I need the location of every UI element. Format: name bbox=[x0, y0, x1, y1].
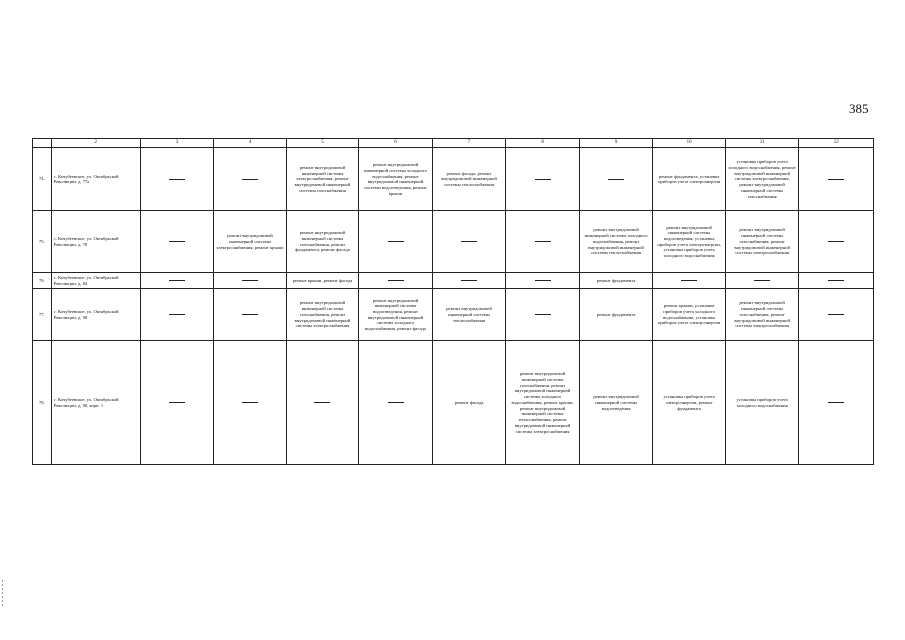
dash-line bbox=[242, 314, 258, 315]
empty-cell-dash bbox=[506, 273, 580, 289]
works-cell: ремонт фасада bbox=[432, 341, 506, 465]
column-header: 12 bbox=[799, 139, 874, 148]
dash-line bbox=[169, 280, 185, 281]
empty-cell-dash bbox=[799, 273, 874, 289]
works-cell: ремонт внутридомовой инженерной системы газоснабжения, ремонт фундамента, ремонт фасада bbox=[286, 211, 359, 273]
dash-line bbox=[242, 280, 258, 281]
row-number: 78. bbox=[33, 341, 52, 465]
dash-line bbox=[461, 280, 477, 281]
address-cell: с. Кочубеевское, ул. Октябрьской Революции, д. 90 bbox=[51, 289, 140, 341]
empty-cell-dash bbox=[799, 211, 874, 273]
works-cell: ремонт внутридомовой инженерной системы водоотведения, установка приборов учета электроэнергии, установка приборов учета холодного водоснабжения bbox=[653, 211, 726, 273]
dash-line bbox=[169, 179, 185, 180]
works-cell: установка приборов учета холодного водоснабжения, ремонт внутридомовой инженерной системы электроснабжения, ремонт внутридомовой инженерной системы газоснабжения bbox=[725, 148, 799, 211]
dash-line bbox=[388, 280, 404, 281]
empty-cell-dash bbox=[140, 273, 214, 289]
works-cell: ремонт внутридомовой инженерной системы водоотведения, ремонт внутридомовой инженерной системы холодного водоснабжения, ремонт фасада bbox=[359, 289, 433, 341]
column-header bbox=[33, 139, 52, 148]
empty-cell-dash bbox=[799, 341, 874, 465]
capital-repair-table bbox=[32, 138, 874, 465]
works-cell: ремонт внутридомовой инженерной системы газоснабжения, ремонт внутридомовой инженерной системы электроснабжения bbox=[725, 289, 799, 341]
column-header: 5 bbox=[286, 139, 359, 148]
table-row bbox=[33, 148, 874, 211]
dash-line bbox=[535, 179, 551, 180]
address-cell: с. Кочубеевское, ул. Октябрьской Революции, д. 77а bbox=[51, 148, 140, 211]
dash-line bbox=[828, 280, 844, 281]
dash-line bbox=[535, 314, 551, 315]
works-cell: ремонт внутридомовой инженерной системы газоснабжения, ремонт внутридомовой инженерной системы электроснабжения bbox=[286, 289, 359, 341]
works-cell: ремонт фасада, ремонт внутридомовой инженерной системы теплоснабжения bbox=[432, 148, 506, 211]
empty-cell-dash bbox=[140, 148, 214, 211]
column-header: 8 bbox=[506, 139, 580, 148]
empty-cell-dash bbox=[432, 273, 506, 289]
works-cell: ремонт фундамента bbox=[579, 273, 653, 289]
row-number: 77. bbox=[33, 289, 52, 341]
works-cell: ремонт внутридомовой инженерной системы холодного водоснабжения, ремонт внутридомовой инженерной системы водоотведения, ремонт крыши bbox=[359, 148, 433, 211]
page-number: 385 bbox=[849, 101, 869, 116]
column-header: 7 bbox=[432, 139, 506, 148]
works-cell: ремонт внутридомовой инженерной системы электроснабжения, ремонт крыши bbox=[214, 211, 287, 273]
works-cell: ремонт крыши, ремонт фасада bbox=[286, 273, 359, 289]
address-cell: с. Кочубеевское, ул. Октябрьской Революции, д. 84 bbox=[51, 273, 140, 289]
dash-line bbox=[535, 280, 551, 281]
column-header: 6 bbox=[359, 139, 433, 148]
table-row bbox=[33, 273, 874, 289]
empty-cell-dash bbox=[653, 273, 726, 289]
empty-cell-dash bbox=[359, 273, 433, 289]
dash-line bbox=[828, 179, 844, 180]
works-cell: ремонт внутридомовой инженерной системы газоснабжения, ремонт внутридомовой инженерной системы электроснабжения bbox=[725, 211, 799, 273]
margin-marks bbox=[2, 580, 4, 608]
empty-cell-dash bbox=[286, 341, 359, 465]
empty-cell-dash bbox=[140, 289, 214, 341]
address-cell: с. Кочубеевское, ул. Октябрьской Революции, д. 78 bbox=[51, 211, 140, 273]
dash-line bbox=[169, 241, 185, 242]
empty-cell-dash bbox=[506, 148, 580, 211]
works-cell: ремонт внутридомовой инженерной системы холодного водоснабжения, ремонт внутридомовой инженерной системы теплоснабжения bbox=[579, 211, 653, 273]
table-row bbox=[33, 211, 874, 273]
table-body bbox=[33, 148, 874, 465]
dash-line bbox=[608, 179, 624, 180]
works-cell: ремонт фундамента bbox=[579, 289, 653, 341]
dash-line bbox=[388, 402, 404, 403]
dash-line bbox=[314, 402, 330, 403]
works-cell: установка приборов учета холодного водоснабжения bbox=[725, 341, 799, 465]
address-cell: с. Кочубеевское, ул. Октябрьской Революции, д. 90, корп. 1 bbox=[51, 341, 140, 465]
empty-cell-dash bbox=[214, 341, 287, 465]
dash-line bbox=[242, 179, 258, 180]
works-cell: ремонт внутридомовой инженерной системы водоотведения bbox=[579, 341, 653, 465]
table-row bbox=[33, 289, 874, 341]
column-header: 11 bbox=[725, 139, 799, 148]
works-cell: ремонт крыши, установка приборов учета холодного водоснабжения, установка приборов учета электроэнергии bbox=[653, 289, 726, 341]
empty-cell-dash bbox=[725, 273, 799, 289]
row-number: 76. bbox=[33, 273, 52, 289]
dash-line bbox=[681, 280, 697, 281]
column-header: 10 bbox=[653, 139, 726, 148]
works-cell: ремонт внутридомовой инженерной системы газоснабжения, ремонт внутридомовой инженерной системы холодного водоснабжения, ремонт крыши, ремонт внутридомовой инженерной системы теплоснабжения, ремонт внутридомовой инженерной системы электроснабжения bbox=[506, 341, 580, 465]
row-number: 75. bbox=[33, 211, 52, 273]
dash-line bbox=[535, 241, 551, 242]
row-number: 74. bbox=[33, 148, 52, 211]
empty-cell-dash bbox=[359, 341, 433, 465]
dash-line bbox=[169, 402, 185, 403]
empty-cell-dash bbox=[214, 273, 287, 289]
empty-cell-dash bbox=[506, 289, 580, 341]
empty-cell-dash bbox=[799, 289, 874, 341]
empty-cell-dash bbox=[432, 211, 506, 273]
works-cell: ремонт фундамента, установка приборов учета электроэнергии bbox=[653, 148, 726, 211]
empty-cell-dash bbox=[359, 211, 433, 273]
empty-cell-dash bbox=[140, 211, 214, 273]
column-header: 2 bbox=[51, 139, 140, 148]
empty-cell-dash bbox=[506, 211, 580, 273]
dash-line bbox=[828, 402, 844, 403]
dash-line bbox=[169, 314, 185, 315]
works-cell: ремонт внутридомовой инженерной системы теплоснабжения bbox=[432, 289, 506, 341]
empty-cell-dash bbox=[214, 289, 287, 341]
dash-line bbox=[461, 241, 477, 242]
empty-cell-dash bbox=[140, 341, 214, 465]
empty-cell-dash bbox=[214, 148, 287, 211]
works-cell: ремонт внутридомовой инженерной системы электроснабжения, ремонт внутридомовой инженерной системы газоснабжения bbox=[286, 148, 359, 211]
column-header: 9 bbox=[579, 139, 653, 148]
dash-line bbox=[828, 314, 844, 315]
table-header bbox=[33, 139, 874, 148]
column-header: 3 bbox=[140, 139, 214, 148]
empty-cell-dash bbox=[799, 148, 874, 211]
dash-line bbox=[242, 402, 258, 403]
dash-line bbox=[754, 280, 770, 281]
empty-cell-dash bbox=[579, 148, 653, 211]
dash-line bbox=[828, 241, 844, 242]
dash-line bbox=[388, 241, 404, 242]
works-cell: установка приборов учета электроэнергии, ремонт фундамента bbox=[653, 341, 726, 465]
table-row bbox=[33, 341, 874, 465]
column-header: 4 bbox=[214, 139, 287, 148]
